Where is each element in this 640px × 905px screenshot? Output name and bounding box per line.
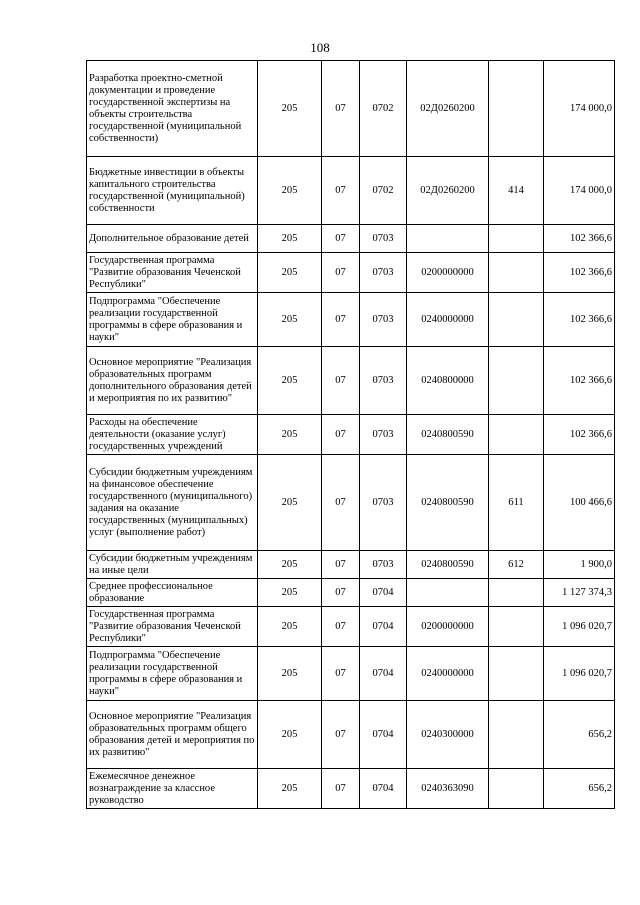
- target-code: 0200000000: [407, 253, 489, 293]
- subsection-code: 0702: [360, 61, 407, 157]
- table-row: [87, 769, 615, 809]
- target-code: 0240800590: [407, 415, 489, 455]
- subsection-code: 0703: [360, 551, 407, 579]
- table-row: [87, 607, 615, 647]
- section-code: 07: [322, 347, 360, 415]
- table-row: [87, 579, 615, 607]
- target-code: 0240000000: [407, 293, 489, 347]
- table-row: [87, 701, 615, 769]
- admin-code: 205: [258, 455, 322, 551]
- expense-type: [489, 701, 544, 769]
- section-code: 07: [322, 607, 360, 647]
- subsection-code: 0704: [360, 701, 407, 769]
- row-name: Государственная программа "Развитие образования Чеченской Республики": [87, 253, 258, 293]
- admin-code: 205: [258, 769, 322, 809]
- table-row: [87, 551, 615, 579]
- row-name: Бюджетные инвестиции в объекты капитального строительства государственной (муниципальной) собственности: [87, 157, 258, 225]
- table-row: [87, 347, 615, 415]
- target-code: 02Д0260200: [407, 61, 489, 157]
- budget-table: [86, 60, 615, 809]
- amount: 174 000,0: [544, 61, 615, 157]
- admin-code: 205: [258, 579, 322, 607]
- subsection-code: 0703: [360, 293, 407, 347]
- subsection-code: 0703: [360, 415, 407, 455]
- section-code: 07: [322, 579, 360, 607]
- row-name: Среднее профессиональное образование: [87, 579, 258, 607]
- expense-type: [489, 253, 544, 293]
- admin-code: 205: [258, 347, 322, 415]
- amount: 102 366,6: [544, 293, 615, 347]
- section-code: 07: [322, 701, 360, 769]
- target-code: 0240800000: [407, 347, 489, 415]
- table-row: [87, 293, 615, 347]
- expense-type: [489, 347, 544, 415]
- amount: 1 096 020,7: [544, 607, 615, 647]
- table-row: [87, 61, 615, 157]
- subsection-code: 0703: [360, 225, 407, 253]
- subsection-code: 0704: [360, 769, 407, 809]
- row-name: Государственная программа "Развитие образования Чеченской Республики": [87, 607, 258, 647]
- section-code: 07: [322, 253, 360, 293]
- row-name: Расходы на обеспечение деятельности (оказание услуг) государственных учреждений: [87, 415, 258, 455]
- section-code: 07: [322, 647, 360, 701]
- row-name: Разработка проектно-сметной документации и проведение государственной экспертизы на объекты строительства государственной (муниципальной собственности): [87, 61, 258, 157]
- admin-code: 205: [258, 701, 322, 769]
- section-code: 07: [322, 293, 360, 347]
- section-code: 07: [322, 415, 360, 455]
- expense-type: 611: [489, 455, 544, 551]
- admin-code: 205: [258, 225, 322, 253]
- admin-code: 205: [258, 253, 322, 293]
- amount: 656,2: [544, 701, 615, 769]
- table-row: [87, 415, 615, 455]
- page-number: 108: [310, 40, 330, 55]
- subsection-code: 0703: [360, 253, 407, 293]
- expense-type: 612: [489, 551, 544, 579]
- section-code: 07: [322, 551, 360, 579]
- expense-type: [489, 579, 544, 607]
- row-name: Ежемесячное денежное вознаграждение за классное руководство: [87, 769, 258, 809]
- subsection-code: 0704: [360, 607, 407, 647]
- admin-code: 205: [258, 157, 322, 225]
- budget-table-body: [87, 61, 615, 809]
- expense-type: [489, 61, 544, 157]
- row-name: Субсидии бюджетным учреждениям на финансовое обеспечение государственного (муниципального) задания на оказание государственных (муниципальных) услуг (выполнение работ): [87, 455, 258, 551]
- target-code: 0200000000: [407, 607, 489, 647]
- amount: 102 366,6: [544, 253, 615, 293]
- subsection-code: 0702: [360, 157, 407, 225]
- table-row: [87, 225, 615, 253]
- table-row: [87, 647, 615, 701]
- section-code: 07: [322, 61, 360, 157]
- target-code: [407, 579, 489, 607]
- table-row: [87, 253, 615, 293]
- amount: 1 900,0: [544, 551, 615, 579]
- admin-code: 205: [258, 551, 322, 579]
- amount: 100 466,6: [544, 455, 615, 551]
- amount: 102 366,6: [544, 415, 615, 455]
- subsection-code: 0704: [360, 579, 407, 607]
- subsection-code: 0703: [360, 347, 407, 415]
- amount: 1 127 374,3: [544, 579, 615, 607]
- target-code: [407, 225, 489, 253]
- amount: 102 366,6: [544, 347, 615, 415]
- subsection-code: 0704: [360, 647, 407, 701]
- expense-type: 414: [489, 157, 544, 225]
- target-code: 0240800590: [407, 455, 489, 551]
- section-code: 07: [322, 455, 360, 551]
- subsection-code: 0703: [360, 455, 407, 551]
- row-name: Основное мероприятие "Реализация образовательных программ дополнительного образования детей и мероприятия по их развитию": [87, 347, 258, 415]
- amount: 174 000,0: [544, 157, 615, 225]
- expense-type: [489, 293, 544, 347]
- section-code: 07: [322, 157, 360, 225]
- target-code: 02Д0260200: [407, 157, 489, 225]
- amount: 1 096 020,7: [544, 647, 615, 701]
- expense-type: [489, 415, 544, 455]
- admin-code: 205: [258, 61, 322, 157]
- table-row: [87, 455, 615, 551]
- admin-code: 205: [258, 293, 322, 347]
- target-code: 0240800590: [407, 551, 489, 579]
- row-name: Основное мероприятие "Реализация образовательных программ общего образования детей и мероприятия по их развитию": [87, 701, 258, 769]
- section-code: 07: [322, 225, 360, 253]
- admin-code: 205: [258, 647, 322, 701]
- row-name: Субсидии бюджетным учреждениям на иные цели: [87, 551, 258, 579]
- table-row: [87, 157, 615, 225]
- target-code: 0240300000: [407, 701, 489, 769]
- admin-code: 205: [258, 607, 322, 647]
- amount: 656,2: [544, 769, 615, 809]
- row-name: Дополнительное образование детей: [87, 225, 258, 253]
- expense-type: [489, 607, 544, 647]
- expense-type: [489, 769, 544, 809]
- expense-type: [489, 225, 544, 253]
- admin-code: 205: [258, 415, 322, 455]
- amount: 102 366,6: [544, 225, 615, 253]
- row-name: Подпрограмма "Обеспечение реализации государственной программы в сфере образования и науки": [87, 647, 258, 701]
- target-code: 0240000000: [407, 647, 489, 701]
- row-name: Подпрограмма "Обеспечение реализации государственной программы в сфере образования и науки": [87, 293, 258, 347]
- section-code: 07: [322, 769, 360, 809]
- expense-type: [489, 647, 544, 701]
- target-code: 0240363090: [407, 769, 489, 809]
